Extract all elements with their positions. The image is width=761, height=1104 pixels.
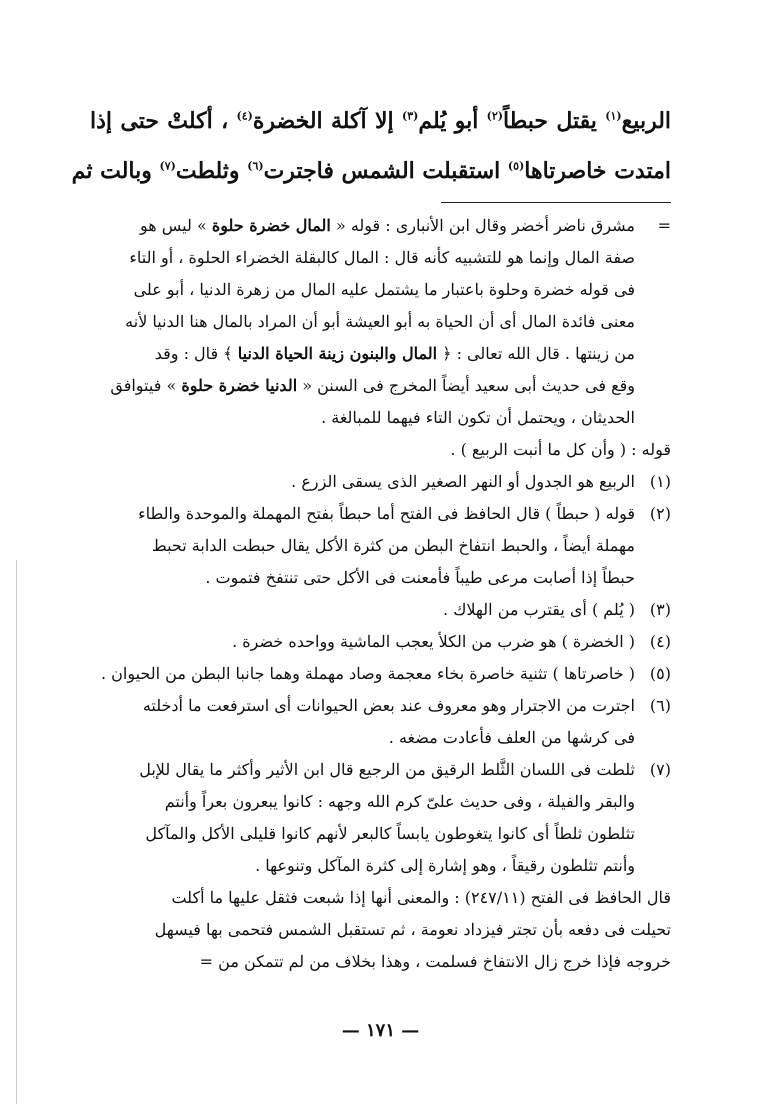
note-line: تثلطون ثلطاً أى كانوا يتغوطون يابساً كالبعر لأنهم كانوا قليلى الأكل والمآكل (145, 824, 635, 843)
text-run: امتدت خاصرتاها (524, 158, 671, 184)
footnote-ref: (٦) (247, 159, 264, 173)
note-line: حبطاً إذا أصابت مرعى طيباً فأمعنت فى الأكل حتى تنتفخ فتموت . (205, 568, 635, 587)
note-line: ( الخضرة ) هو ضرب من الكلأ يعجب الماشية وواحده خضرة . (232, 632, 635, 651)
note-line: وقع فى حديث أبى سعيد أيضاً المخرج فى السنن « الدنيا خضرة حلوة » فيتوافق (110, 376, 635, 395)
text-run: إلا آكلة الخضرة (252, 108, 402, 134)
footnote-separator (441, 202, 671, 203)
note-line: فى قوله خضرة وحلوة باعتبار ما يشتمل عليه المال من زهرة الدنيا ، أبو على (133, 280, 635, 299)
footnote-number: (١) (649, 472, 671, 491)
text-run: وبالت ثم (71, 158, 160, 184)
note-line: خروجه فإذا خرج زال الانتفاخ فسلمت ، وهذا بخلاف من لم تتمكن من = (199, 952, 671, 971)
footnote-ref: (٢) (486, 109, 504, 123)
note-line: قال الحافظ فى الفتح (٢٤٧/١١) : والمعنى أنها إذا شبعت فثقل عليها ما أكلت (171, 888, 671, 907)
footnote-number: (٢) (649, 504, 671, 523)
note-line: والبقر والفيلة ، وفى حديث علىّ كرم الله وجهه : كانوا يبعرون بعراً وأنتم (164, 792, 635, 811)
main-line-1 (90, 96, 671, 146)
footnote-2 (110, 498, 671, 594)
note-line: قوله : ( وأن كل ما أنبت الربيع ) . (450, 440, 671, 459)
text-run: أبو يُلم (418, 108, 487, 134)
footnote-ref: (٤) (236, 109, 253, 123)
note-line: من زينتها . قال الله تعالى : ﴿ المال والبنون زينة الحياة الدنيا ﴾ قال : وقد (154, 344, 635, 363)
footnote-number: (٤) (649, 632, 671, 651)
main-text (71, 96, 672, 196)
footnote-7 (110, 754, 671, 882)
footnote-4 (110, 626, 671, 658)
continued-note (110, 210, 671, 434)
intro-line (110, 434, 671, 466)
note-line: ثلطت فى اللسان الثَّلط الرقيق من الرجيع قال ابن الأثير وأكثر ما يقال للإبل (139, 760, 635, 779)
footnote-number: (٥) (649, 664, 671, 683)
text-run: استقبلت الشمس فاجترت (263, 158, 508, 184)
footnote-ref: (٥) (507, 159, 525, 173)
footnote-ref: (٣) (401, 109, 419, 123)
note-line: وأنتم تثلطون رقيقاً ، وهو إشارة إلى كثرة المآكل وتنوعها . (255, 856, 635, 875)
note-line: مشرق ناضر أخضر وقال ابن الأنبارى : قوله « المال خضرة حلوة » ليس هو (139, 216, 635, 235)
note-line: معنى فائدة المال أى أن الحياة به أبو العيشة أبو أن المراد بالمال هنا الدنيا لأنه (125, 312, 635, 331)
footnote-1 (110, 466, 671, 498)
closing-note (110, 882, 671, 978)
footnotes-section (100, 210, 671, 978)
footnote-number: (٧) (649, 760, 671, 779)
footnote-6 (110, 690, 671, 754)
page-number: — ١٧١ — (341, 1020, 420, 1041)
note-line: فى كرشها من العلف فأعادت مضغه . (388, 728, 635, 747)
text-run: الربيع (621, 108, 672, 134)
footnote-5 (100, 658, 671, 690)
note-line: صفة المال وإنما هو للتشبيه كأنه قال : المال كالبقلة الخضراء الحلوة ، أو التاء (129, 248, 635, 267)
note-line: اجترت من الاجترار وهو معروف عند بعض الحيوانات أى استرفعت ما أدخلته (142, 696, 635, 715)
footnote-ref: (١) (605, 109, 622, 123)
footnote-number: (٣) (649, 600, 671, 619)
note-line: ( خاصرتاها ) تثنية خاصرة بخاء معجمة وصاد مهملة وهما جانبا البطن من الحيوان . (100, 664, 635, 683)
note-line: الحديثان ، ويحتمل أن تكون التاء فيهما للمبالغة . (321, 408, 635, 427)
footnote-ref: (٧) (159, 159, 176, 173)
text-run: وثلطت (175, 158, 248, 184)
continuation-mark: = (657, 216, 671, 235)
text-run: يقتل حبطاً (503, 108, 606, 134)
footnote-number: (٦) (649, 696, 671, 715)
note-line: تحيلت فى دفعه بأن تجتر فيزداد نعومة ، ثم تستقبل الشمس فتحمى بها فيسهل (154, 920, 671, 939)
note-line: قوله ( حبطاً ) قال الحافظ فى الفتح أما حبطاً بفتح المهملة والموحدة والطاء (138, 504, 635, 523)
note-line: مهملة أيضاً ، والحبط انتفاخ البطن من كثرة الأكل يقال حبطت الدابة تحبط (151, 536, 635, 555)
text-run: ، أكلتْ حتى إذا (90, 108, 237, 134)
note-line: الربيع هو الجدول أو النهر الصغير الذى يسقى الزرع . (291, 472, 635, 491)
note-line: ( يُلم ) أى يقترب من الهلاك . (443, 600, 635, 619)
footnote-3 (110, 594, 671, 626)
main-line-2 (71, 146, 671, 196)
